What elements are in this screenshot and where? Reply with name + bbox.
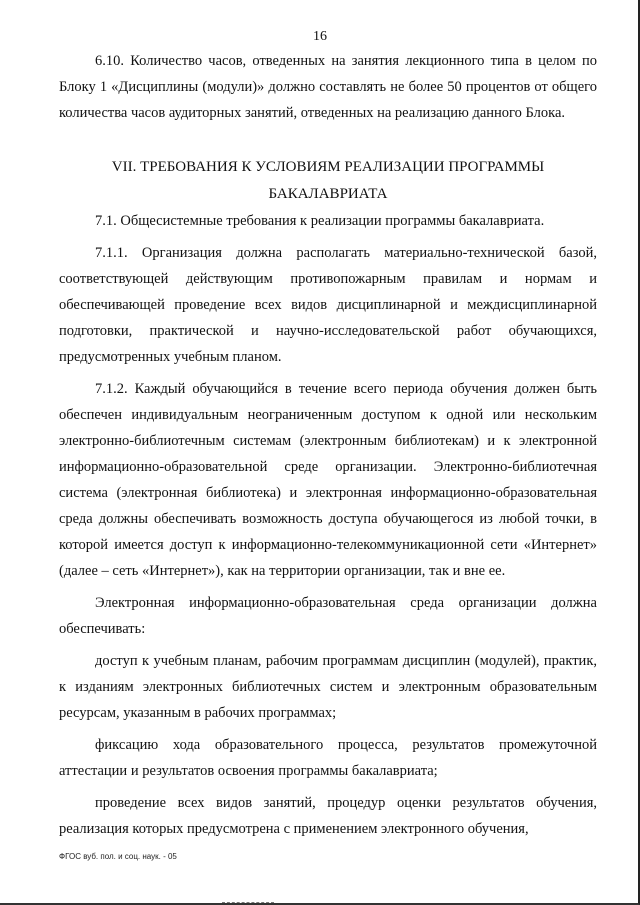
paragraph-7-1-2: 7.1.2. Каждый обучающийся в течение всего периода обучения должен быть обеспечен индивидуальным неограниченным доступом к одной или нескольким электронно-библиотечным системам (электронным библиотекам) и к электронной информационно-образовательной среде организации. Электронно-библиотечная система (электронная библиотека) и электронная информационно-образовательная среда должны обеспечивать возможность доступа обучающегося из любой точки, в которой имеется доступ к информационно-телекоммуникационной сети «Интернет» (далее – сеть «Интернет»), как на территории организации, так и вне ее. bbox=[59, 381, 597, 579]
section-heading-line-1: VII. ТРЕБОВАНИЯ К УСЛОВИЯМ РЕАЛИЗАЦИИ ПРОГРАММЫ bbox=[111, 159, 545, 175]
paragraph-7-1: 7.1. Общесистемные требования к реализации программы бакалавриата. bbox=[95, 213, 545, 229]
section-heading bbox=[59, 154, 597, 208]
paragraph-conduct: проведение всех видов занятий, процедур оценки результатов обучения, реализация которых предусмотрена с применением электронного обучения, bbox=[59, 795, 597, 837]
page-number: 16 bbox=[313, 29, 327, 44]
footer-note: ФГОС вуб. пол. и соц. наук. - 05 bbox=[59, 852, 177, 861]
paragraph-7-1-1: 7.1.1. Организация должна располагать материально-технической базой, соответствующей действующим противопожарным правилам и нормам и обеспечивающей проведение всех видов дисциплинарной и междисциплинарной подготовки, практической и научно-исследовательской работ обучающихся, предусмотренных учебным планом. bbox=[59, 245, 597, 365]
section-heading-line-2: БАКАЛАВРИАТА bbox=[268, 186, 388, 202]
paragraph-access: доступ к учебным планам, рабочим программам дисциплин (модулей), практик, к изданиям электронных библиотечных систем и электронным образовательным ресурсам, указанным в рабочих программах; bbox=[59, 653, 597, 721]
paragraph-6-10: 6.10. Количество часов, отведенных на занятия лекционного типа в целом по Блоку 1 «Дисциплины (модули)» должно составлять не более 50 процентов от общего количества часов аудиторных занятий, отведенных на реализацию данного Блока. bbox=[59, 53, 597, 121]
page-body bbox=[59, 48, 597, 844]
scan-artifact bbox=[222, 902, 274, 904]
paragraph-environment: Электронная информационно-образовательная среда организации должна обеспечивать: bbox=[59, 595, 597, 637]
paragraph-fixation: фиксацию хода образовательного процесса, результатов промежуточной аттестации и результатов освоения программы бакалавриата; bbox=[59, 737, 597, 779]
